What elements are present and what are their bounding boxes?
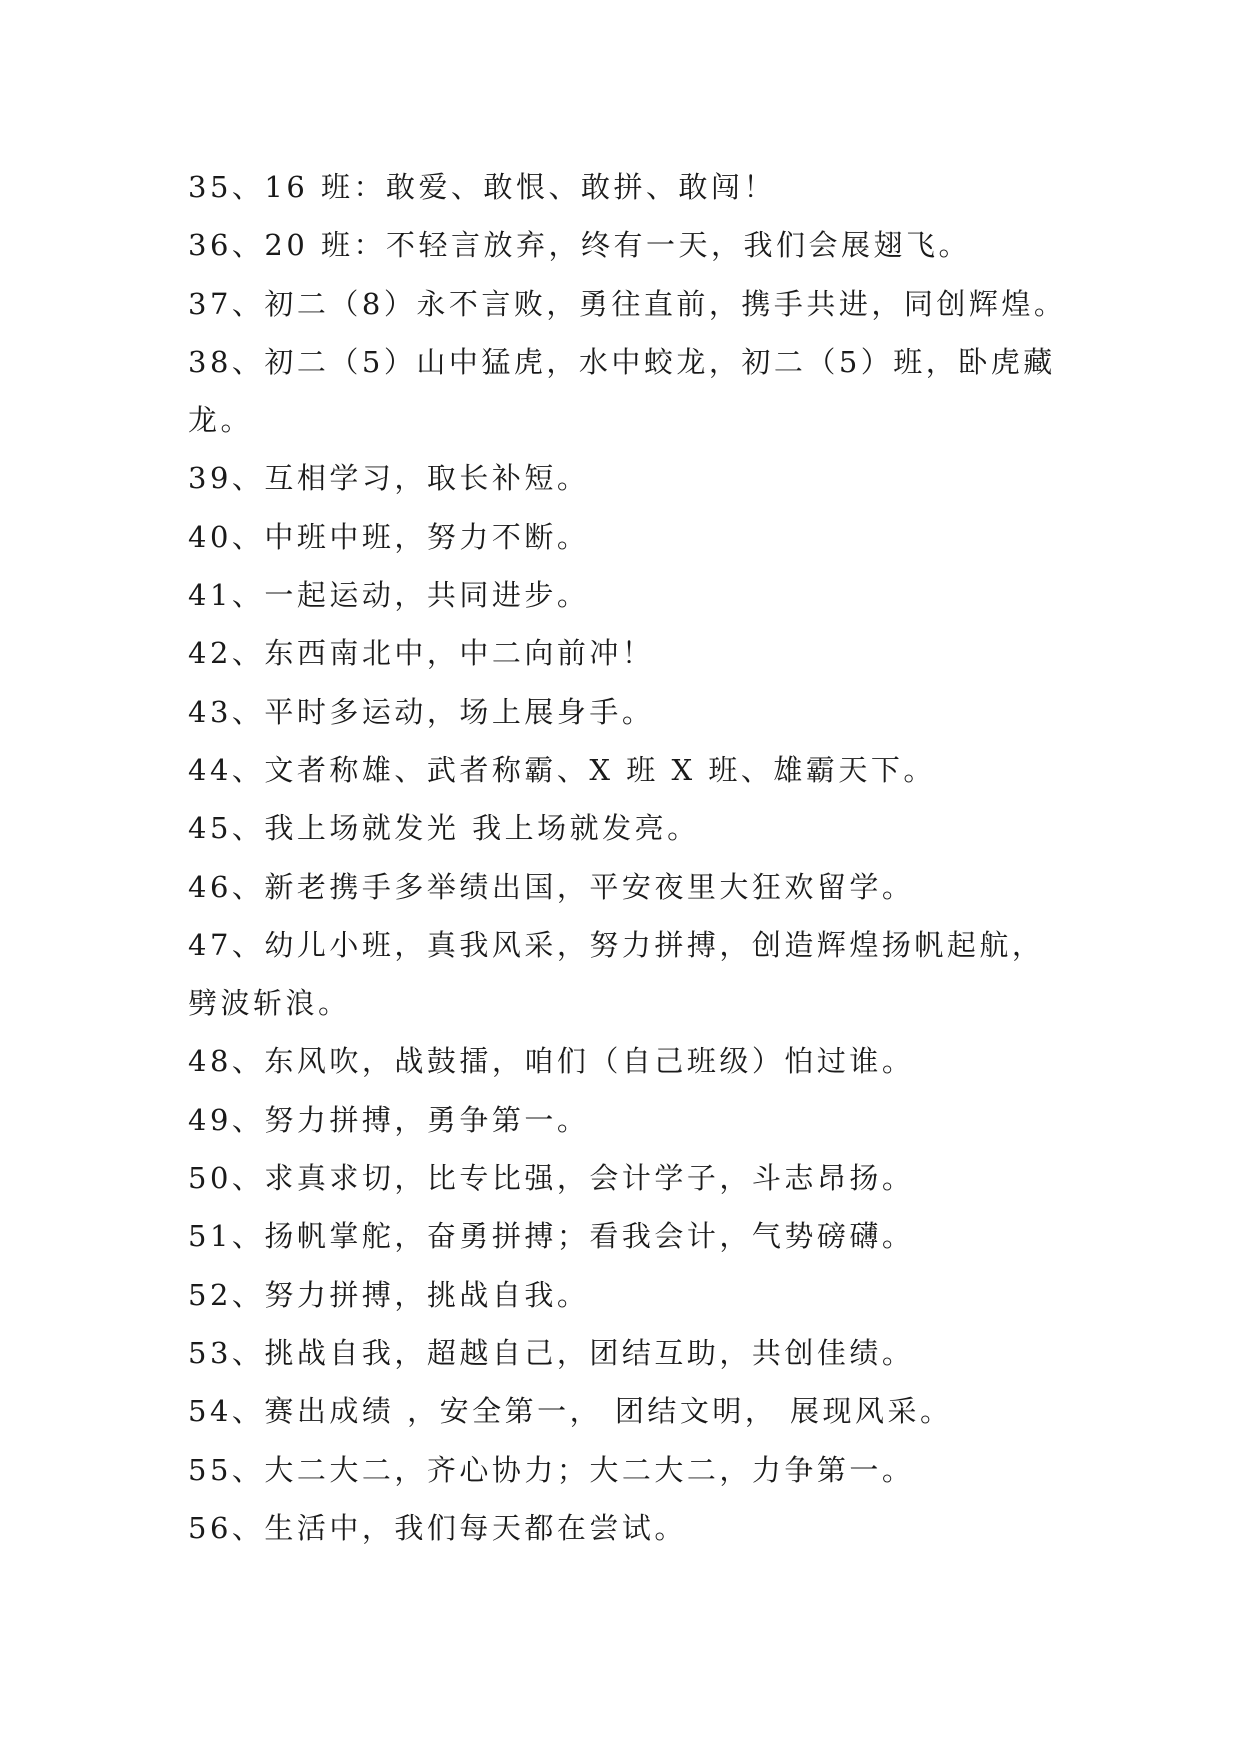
slogan-list	[188, 158, 1078, 1557]
text-line: 56、生活中，我们每天都在尝试。	[188, 1510, 687, 1545]
text-line: 47、幼儿小班，真我风采，努力拼搏，创造辉煌扬帆起航，	[188, 927, 1045, 962]
text-line: 54、赛出成绩 ，安全第一， 团结文明， 展现风采。	[188, 1394, 953, 1429]
text-line: 53、挑战自我，超越自己，团结互助，共创佳绩。	[188, 1335, 915, 1370]
text-line: 37、初二（8）永不言败，勇往直前，携手共进，同创辉煌。	[188, 286, 1067, 321]
text-line: 49、努力拼搏，勇争第一。	[188, 1102, 590, 1137]
text-line: 43、平时多运动，场上展身手。	[188, 694, 655, 729]
text-line: 龙。	[188, 403, 254, 438]
text-line: 52、努力拼搏，挑战自我。	[188, 1277, 590, 1312]
text-line: 45、我上场就发光 我上场就发亮。	[188, 811, 700, 846]
text-line: 51、扬帆掌舵，奋勇拼搏；看我会计，气势磅礴。	[188, 1219, 915, 1254]
text-line: 39、互相学习，取长补短。	[188, 461, 590, 496]
text-line: 55、大二大二，齐心协力；大二大二，力争第一。	[188, 1452, 915, 1487]
text-line: 劈波斩浪。	[188, 986, 351, 1021]
text-line: 35、16 班：敢爱、敢恨、敢拼、敢闯！	[188, 170, 777, 204]
text-line: 38、初二（5）山中猛虎，水中蛟龙，初二（5）班，卧虎藏	[188, 344, 1056, 379]
text-line: 41、一起运动，共同进步。	[188, 578, 590, 613]
text-line: 46、新老携手多举绩出国，平安夜里大狂欢留学。	[188, 869, 915, 904]
text-line: 40、中班中班，努力不断。	[188, 519, 590, 554]
text-line: 50、求真求切，比专比强，会计学子，斗志昂扬。	[188, 1161, 915, 1196]
text-line: 44、文者称雄、武者称霸、X 班 X 班、雄霸天下。	[188, 752, 936, 787]
text-line: 48、东风吹，战鼓擂，咱们（自己班级）怕过谁。	[188, 1044, 915, 1079]
text-line: 42、东西南北中，中二向前冲！	[188, 636, 655, 671]
text-line: 36、20 班：不轻言放弃，终有一天，我们会展翅飞。	[188, 228, 972, 263]
